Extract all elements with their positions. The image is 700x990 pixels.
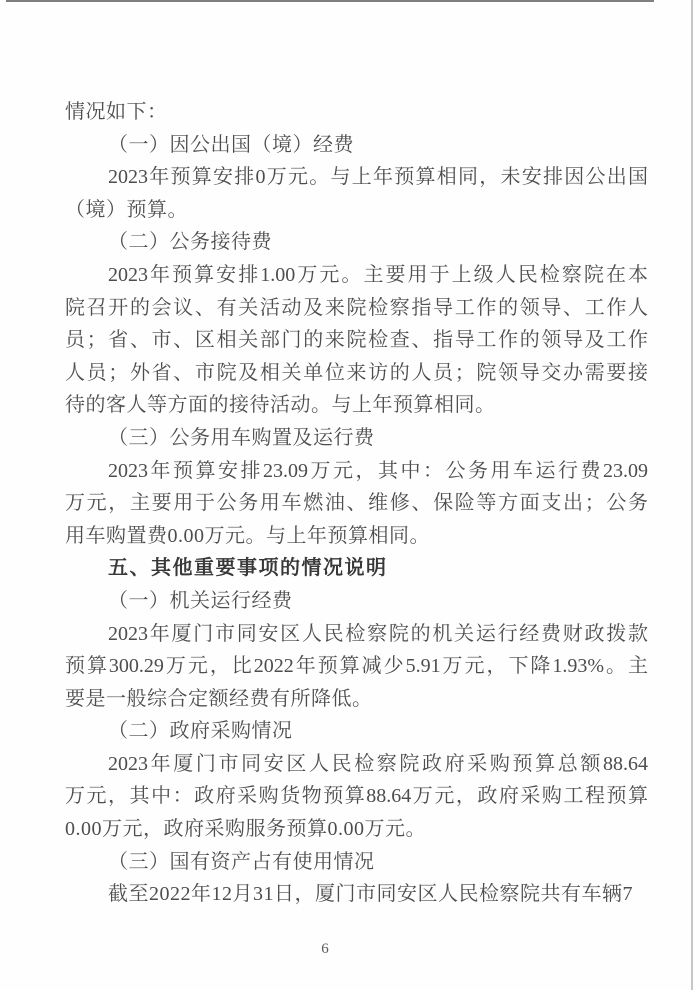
scan-edge-top <box>6 0 654 2</box>
text-line: 院召开的会议、有关活动及来院检察指导工作的领导、工作人 <box>65 296 648 319</box>
text-line: 2023年预算安排1.00万元。主要用于上级人民检察院在本 <box>108 263 648 286</box>
text-line: 用车购置费0.00万元。与上年预算相同。 <box>65 524 430 547</box>
page-number: 6 <box>321 941 329 957</box>
text-line: 要是一般综合定额经费有所降低。 <box>65 687 373 710</box>
text-line: （三）国有资产占有使用情况 <box>108 850 375 873</box>
text-line: 0.00万元，政府采购服务预算0.00万元。 <box>65 818 426 841</box>
text-line: （一）机关运行经费 <box>108 589 293 612</box>
text-line: 2023年预算安排23.09万元，其中：公务用车运行费23.09 <box>108 459 648 482</box>
text-line: （一）因公出国（境）经费 <box>108 133 354 156</box>
text-line: 员；省、市、区相关部门的来院检查、指导工作的领导及工作 <box>65 329 648 352</box>
text-line: （三）公务用车购置及运行费 <box>108 426 375 449</box>
text-line: 预算300.29万元，比2022年预算减少5.91万元，下降1.93%。主 <box>65 655 648 678</box>
scan-edge-right <box>691 0 693 990</box>
text-line: 2023年厦门市同安区人民检察院政府采购预算总额88.64 <box>108 752 648 775</box>
text-line: 人员；外省、市院及相关单位来访的人员；院领导交办需要接 <box>65 361 648 384</box>
text-line: 2023年预算安排0万元。与上年预算相同，未安排因公出国 <box>108 166 648 189</box>
text-line: （境）预算。 <box>65 198 188 221</box>
text-line: （二）政府采购情况 <box>108 720 293 743</box>
text-line: 万元，主要用于公务用车燃油、维修、保险等方面支出；公务 <box>65 492 648 515</box>
section-heading-line: 五、其他重要事项的情况说明 <box>108 557 388 580</box>
document-text <box>65 96 648 911</box>
text-line: （二）公务接待费 <box>108 231 272 254</box>
text-line: 万元，其中：政府采购货物预算88.64万元，政府采购工程预算 <box>65 785 648 808</box>
text-line: 截至2022年12月31日，厦门市同安区人民检察院共有车辆7 <box>108 883 633 906</box>
text-line: 待的客人等方面的接待活动。与上年预算相同。 <box>65 394 496 417</box>
text-line: 情况如下： <box>65 101 168 123</box>
text-line: 2023年厦门市同安区人民检察院的机关运行经费财政拨款 <box>108 622 648 645</box>
